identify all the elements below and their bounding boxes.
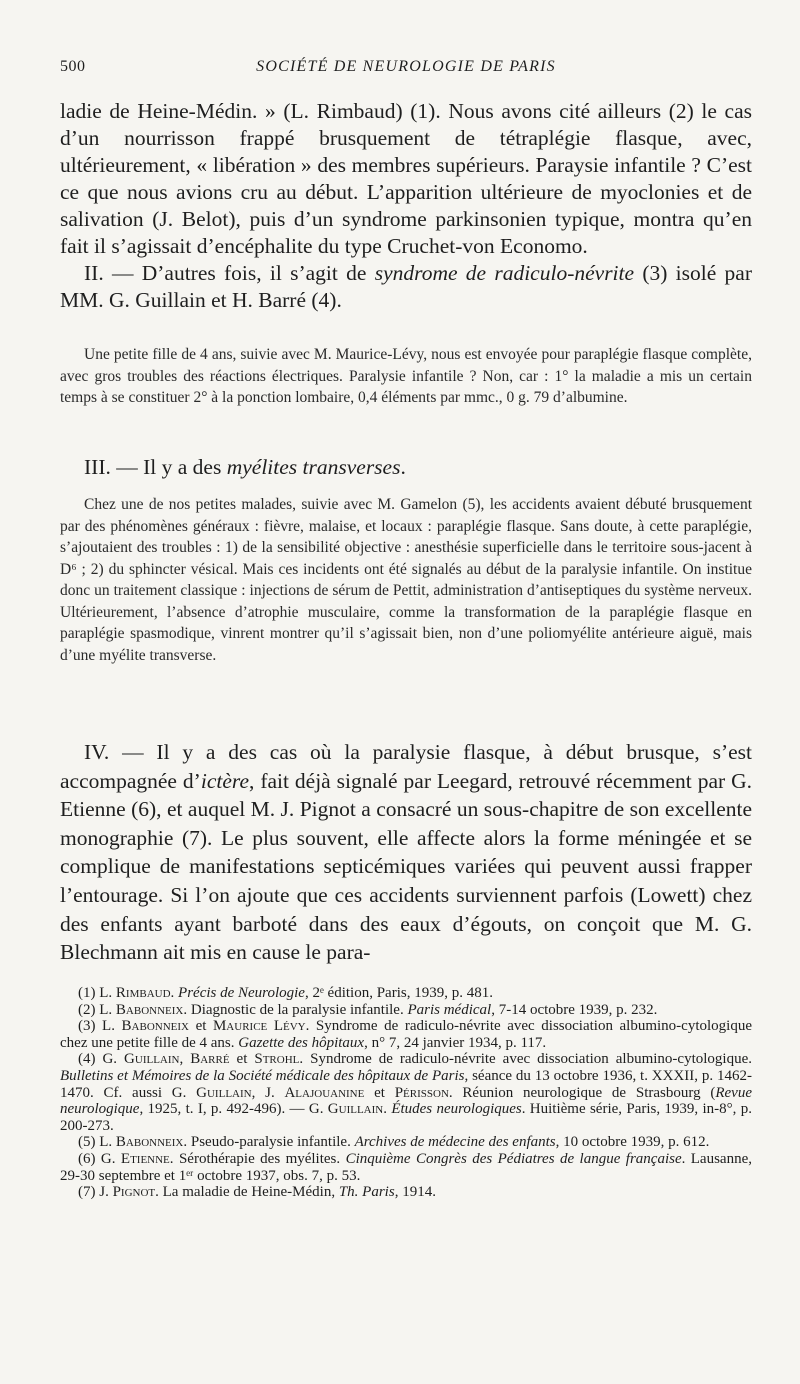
section-2-case [60, 344, 752, 409]
intro-paragraph-block [60, 98, 752, 314]
section-3-case [60, 494, 752, 666]
footnote-3-mid: . Syndrome de radiculo-névrite avec dissociation albumino-cytologique chez une petite fille de 4 ans. [60, 1018, 752, 1051]
footnote-1-author: Rimbaud [115, 985, 171, 1001]
footnote-6-author: Etienne [120, 1150, 170, 1167]
footnote-4-author5: Alajouanine [284, 1084, 365, 1101]
footnote-5-tail: , 10 octobre 1939, p. 612. [555, 1134, 710, 1151]
footnote-1-num: (1) L. [78, 985, 116, 1001]
footnotes [60, 985, 752, 1201]
footnote-3-tail: , n° 7, 24 janvier 1934, p. 117. [364, 1034, 547, 1051]
footnote-4-sep1: , [179, 1051, 191, 1068]
footnote-7-author: Pignot [112, 1184, 156, 1201]
section-3-heading-block [60, 454, 752, 481]
footnote-6-mid: . Sérothérapie des myélites. [169, 1150, 346, 1167]
footnote-7-mid: . La maladie de Heine-Médin, [155, 1184, 339, 1201]
footnote-4-author1: Guillain [124, 1051, 180, 1068]
footnote-5-title: Archives de médecine des enfants [354, 1134, 556, 1151]
section-4-lead: IV. — Il y a des cas où la paralysie flasque, à début brusque, s’est accompagnée d’ [60, 740, 752, 793]
footnote-7-tail: , 1914. [394, 1184, 436, 1201]
footnote-4-mid4: , 1925, t. I, p. 492-496). — G. [139, 1101, 328, 1118]
footnote-4-mid3: . Réunion neurologique de Strasbourg ( [448, 1084, 716, 1101]
page-number: 500 [60, 58, 86, 75]
footnote-2-num: (2) L. [78, 1001, 116, 1018]
footnote-4-tail: . Huitième série, Paris, 1939, in-8°, p. 200-273. [60, 1101, 752, 1134]
footnote-1-title: Précis de Neurologie [178, 985, 305, 1001]
footnote-4-mid: . Syndrome de radiculo-névrite avec dissociation albumino-cytologique. [299, 1051, 752, 1068]
section-3-heading [60, 454, 752, 481]
section-3-case-text: Chez une de nos petites malades, suivie avec M. Gamelon (5), les accidents avaient débuté brusquement par des phénomènes généraux : fièvre, malaise, et locaux : paraplégie flasque. Sans doute, à cette paraplégie, s’ajoutaient des troubles : 1) de la sensibilité objective : anesthésie superficielle dans le territoire sous-jacent à D⁶ ; 2) du sphincter vésical. Mais ces incidents ont été signalés au début de la paralysie infantile. On institue donc un traitement classique : injections de sérum de Pettit, administration d’antiseptiques du système nerveux. Ultérieurement, l’absence d’atrophie musculaire, comme la transformation de la paraplégie flasque en paraplégie spasmodique, vinrent montrer qu’il s’agissait bien, non d’une poliomyélite antérieure aiguë, mais d’une myélite transverse. [60, 496, 752, 664]
footnote-5 [60, 1134, 752, 1151]
section-4-italic: ictère [200, 768, 249, 793]
section-2-italic: syndrome de radiculo-névrite [374, 261, 635, 285]
section-4-block [60, 738, 752, 967]
footnote-4-author6: Périsson [394, 1084, 449, 1101]
footnote-4-and2: et [364, 1084, 395, 1101]
footnote-6-title: Cinquième Congrès des Pédiatres de langue française [345, 1150, 682, 1167]
section-3-lead: III. — Il y a des [84, 455, 227, 479]
section-2-heading [60, 260, 752, 314]
section-2-tail: (3) isolé par MM. G. Guillain et H. Barré (4). [60, 261, 752, 312]
footnote-6 [60, 1151, 752, 1184]
footnote-6-tail: . Lausanne, 29-30 septembre et 1ᵉʳ octobre 1937, obs. 7, p. 53. [60, 1150, 752, 1184]
section-2-case-text: Une petite fille de 4 ans, suivie avec M. Maurice-Lévy, nous est envoyée pour paraplégie flasque complète, avec gros troubles des réactions électriques. Paralysie infantile ? Non, car : 1° la maladie a mis un certain temps à se constituer 2° à la ponction lombaire, 0,4 éléments par mmc., 0 g. 79 d’albumine. [60, 346, 752, 406]
section-2-lead: II. — D’autres fois, il s’agit de [84, 261, 375, 285]
footnote-4-and: et [229, 1051, 255, 1068]
footnote-4-mid2: , séance du 13 octobre 1936, t. XXXII, p. 1462-1470. Cf. aussi G. [60, 1067, 752, 1101]
footnote-4-author3: Strohl [254, 1051, 300, 1068]
footnote-4-title2: Revue neurologique [60, 1084, 752, 1118]
footnote-2 [60, 1002, 752, 1019]
footnote-2-mid: . Diagnostic de la paralysie infantile. [183, 1001, 408, 1018]
footnote-2-author: Babonneix [115, 1001, 184, 1018]
footnote-4 [60, 1051, 752, 1134]
footnote-4-num: (4) G. [78, 1051, 125, 1068]
intro-paragraph: ladie de Heine-Médin. » (L. Rimbaud) (1). Nous avons cité ailleurs (2) le cas d’un nourrisson frappé brusquement de tétraplégie flasque, avec, ultérieurement, « libération » des membres supérieurs. Paraysie infantile ? C’est ce que nous avions cru au début. L’apparition ultérieure de myoclonies et de salivation (J. Belot), puis d’un syndrome parkinsonien typique, montra qu’en fait il s’agissait d’encéphalite du type Cruchet-von Economo. [60, 99, 752, 258]
footnote-3 [60, 1018, 752, 1051]
footnote-4-title: Bulletins et Mémoires de la Société médicale des hôpitaux de Paris [60, 1067, 465, 1084]
footnote-3-title: Gazette des hôpitaux [238, 1034, 365, 1051]
footnote-3-author1: Babonneix [121, 1018, 189, 1035]
footnote-7 [60, 1184, 752, 1201]
footnote-4-author4: Guillain [196, 1084, 252, 1101]
footnote-2-title: Paris médical [407, 1001, 492, 1018]
section-3-italic: myélites transverses [226, 455, 401, 479]
footnote-4-title3: Études neurologiques [391, 1101, 522, 1118]
running-title: SOCIÉTÉ DE NEUROLOGIE DE PARIS [256, 58, 556, 75]
footnote-5-author: Babonneix [115, 1134, 184, 1151]
footnote-1-mid: . [170, 985, 179, 1001]
footnote-4-author7: Guillain [327, 1101, 384, 1118]
footnote-7-num: (7) J. [78, 1184, 113, 1201]
footnote-4-sep2: , J. [251, 1084, 285, 1101]
footnote-6-num: (6) G. [78, 1150, 121, 1167]
section-4-tail: , fait déjà signalé par Leegard, retrouvé récemment par G. Etienne (6), et auquel M. J. Pignot a consacré un sous-chapitre de son excellente monographie (7). Le plus souvent, elle affecte alors la forme méningée et se complique de manifestations septicémiques variées qui peuvent aussi frapper l’entourage. Si l’on ajoute que ces accidents surviennent parfois (Lowett) chez des enfants ayant barboté dans des eaux d’égouts, on conçoit que M. G. Blechmann ait mis en cause le para- [60, 768, 752, 965]
running-header [60, 58, 752, 82]
section-3-tail: . [400, 455, 406, 479]
footnote-3-and: et [189, 1018, 213, 1035]
footnote-4-author2: Barré [190, 1051, 230, 1068]
footnote-2-tail: , 7-14 octobre 1939, p. 232. [491, 1001, 658, 1018]
footnote-7-title: Th. Paris [338, 1184, 395, 1201]
footnote-1-tail: , 2ᵉ édition, Paris, 1939, p. 481. [304, 985, 493, 1001]
footnote-4-mid5: . [383, 1101, 392, 1118]
footnote-3-num: (3) L. [78, 1018, 122, 1035]
footnote-1 [60, 985, 752, 1002]
footnote-5-num: (5) L. [78, 1134, 116, 1151]
footnote-5-mid: . Pseudo-paralysie infantile. [183, 1134, 355, 1151]
footnote-3-author2: Maurice Lévy [212, 1018, 306, 1035]
section-4-paragraph [60, 738, 752, 967]
